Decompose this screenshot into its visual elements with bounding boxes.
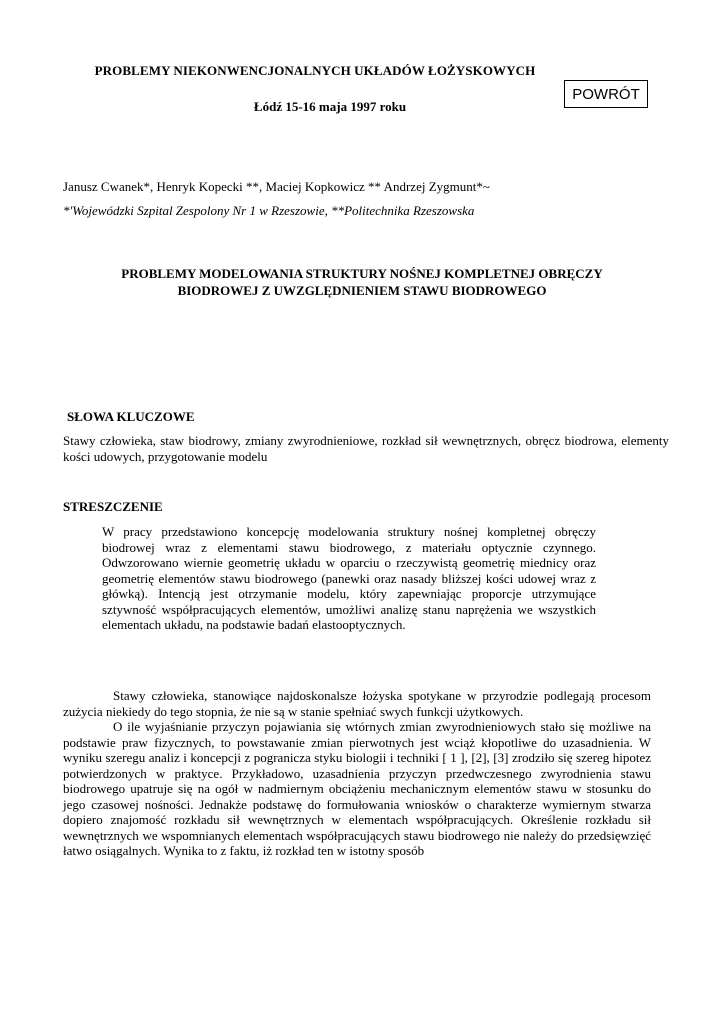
paper-title-line-1: PROBLEMY MODELOWANIA STRUKTURY NOŚNEJ KOMPLETNEJ OBRĘCZY	[121, 266, 603, 281]
body-paragraph-1: Stawy człowieka, stanowiące najdoskonalsze łożyska spotykane w przyrodzie podlegają procesom zużycia niekiedy do tego stopnia, że nie są w stanie spełniać swych funkcji użytkowych.	[63, 688, 651, 719]
authors-line: Janusz Cwanek*, Henryk Kopecki **, Maciej Kopkowicz ** Andrzej Zygmunt*~	[63, 179, 490, 194]
conference-title: PROBLEMY NIEKONWENCJONALNYCH UKŁADÓW ŁOŻYSKOWYCH	[94, 63, 536, 78]
abstract-text: W pracy przedstawiono koncepcję modelowania struktury nośnej kompletnej obręczy biodrowej wraz z elementami stawu biodrowego, z materiału optycznie czynnego. Odwzorowano wiernie geometrię układu w oparciu o rzeczywistą geometrię miednicy oraz geometrię elementów stawu biodrowego (panewki oraz nasady bliższej kości udowej wraz z główką). Intencją jest otrzymanie modelu, który zapewniając proporcje utrzymujące sztywność współpracujących elementów, umożliwi analizę stanu naprężenia we wszystkich elementach układu, na podstawie badań elastooptycznych.	[102, 524, 596, 632]
keywords-text: Stawy człowieka, staw biodrowy, zmiany zwyrodnieniowe, rozkład sił wewnętrznych, obręcz biodrowa, elementy kości udowych, przygotowanie modelu	[63, 433, 669, 464]
conference-date: Łódź 15-16 maja 1997 roku	[253, 99, 407, 114]
paper-title-line-2: BIODROWEJ Z UWZGLĘDNIENIEM STAWU BIODROWEGO	[177, 283, 547, 298]
abstract-heading: STRESZCZENIE	[63, 499, 163, 514]
affiliation-line: *'Wojewódzki Szpital Zespolony Nr 1 w Rzeszowie, **Politechnika Rzeszowska	[63, 203, 475, 218]
body-text	[63, 688, 651, 859]
body-paragraph-2: O ile wyjaśnianie przyczyn pojawiania się wtórnych zmian zwyrodnieniowych stało się możliwe na podstawie praw fizycznych, to powstawanie zmian pierwotnych jest wciąż kłopotliwe do uzasadnienia. W wyniku szeregu analiz i koncepcji z pogranicza styku biologii i techniki [ 1 ], [2], [3] zrodziło się szereg hipotez potwierdzonych w praktyce. Przykładowo, uzasadnienia przyczyn przedwczesnego zwyrodnienia stawu biodrowego upatruje się na ogół w nadmiernym obciążeniu mechanicznym elementów stawu w stosunku do jego czasowej nośności. Jednakże podstawę do formułowania wniosków o charakterze wymiernym stwarza dopiero znajomość rozkładu sił wewnętrznych w elementach współpracujących. Określenie rozkładu sił wewnętrznych we wspomnianych elementach współpracujących stawu biodrowego nie należy do przedsięwzięć łatwo osiągalnych. Wynika to z faktu, iż rozkład ten w istotny sposób	[63, 719, 651, 858]
keywords-heading: SŁOWA KLUCZOWE	[67, 409, 195, 424]
paper-title	[60, 265, 664, 299]
back-button[interactable]: POWRÓT	[564, 80, 648, 108]
